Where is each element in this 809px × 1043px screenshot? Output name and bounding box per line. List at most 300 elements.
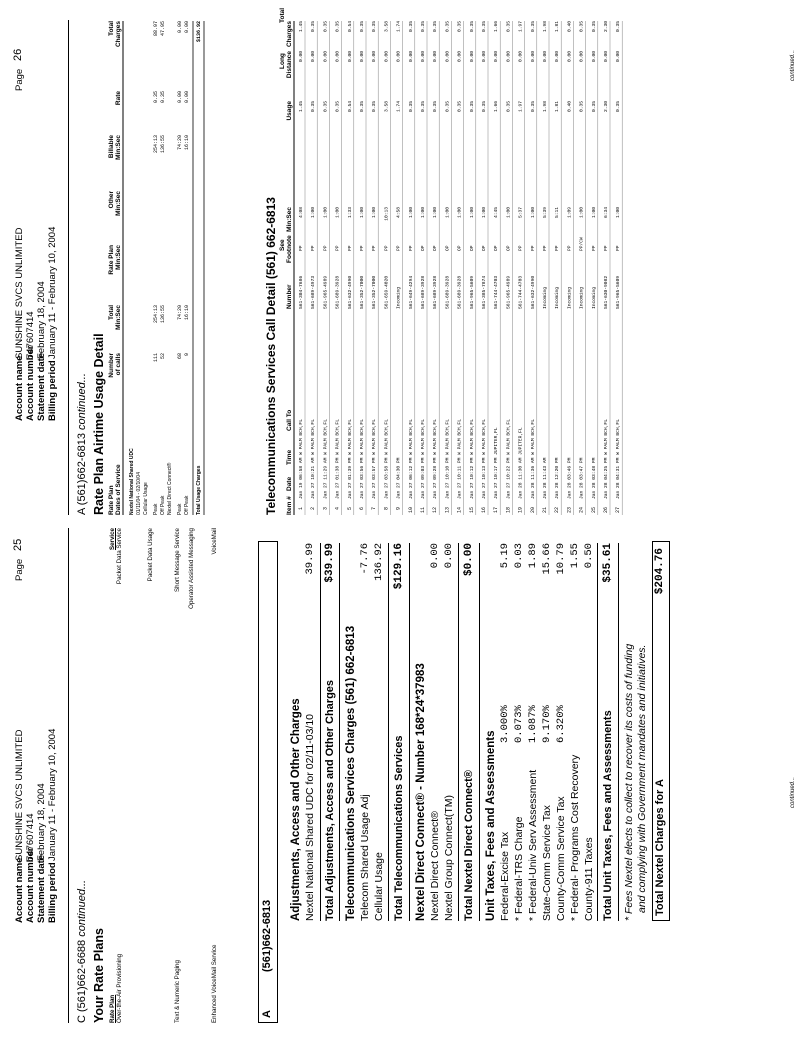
call-number: Incoming: [567, 286, 573, 309]
call-usage: 1.97: [518, 101, 524, 113]
call-footnote: PP: [567, 245, 573, 251]
call-total-charges: 0.40: [567, 21, 573, 33]
rate-plans-title: Your Rate Plans: [92, 928, 106, 1023]
call-long-distance: 0.00: [469, 51, 475, 63]
call-number: 561-352-7000: [372, 275, 378, 309]
call-item-number: 21: [542, 507, 548, 514]
airtime-row-label: Off Peak: [184, 495, 190, 515]
call-total-charges: 0.35: [445, 21, 451, 33]
airtime-title: Rate Plan Airtime Usage Detail: [92, 333, 106, 515]
airtime-calls: 9: [184, 353, 190, 357]
call-when-where: Jan 27 11:29 AM W PALM BCH,FL: [323, 419, 329, 499]
call-number: 561-965-4989: [506, 275, 512, 309]
grand-total-box: [652, 541, 670, 921]
account-number-label: Account number: [25, 345, 36, 421]
call-item-number: 13: [444, 507, 451, 514]
call-minsec: 4:58: [396, 207, 402, 219]
call-usage: 0.35: [421, 101, 426, 113]
airtime-row-label: 01/11/04 - 02/10/04: [136, 472, 142, 515]
line-item-label: Nextel Group Connect(TM): [443, 794, 455, 921]
call-when-where: Jan 27 04:30 PM: [396, 457, 402, 499]
airtime-col-header: Min:Sec: [115, 305, 122, 330]
airtime-charges: 47.95: [160, 21, 166, 37]
call-item-number: 14: [456, 507, 463, 514]
line-item-rate: 3.000%: [499, 705, 511, 743]
airtime-charges: 0.00: [184, 21, 190, 34]
call-long-distance: 0.00: [482, 51, 487, 63]
call-long-distance: 0.00: [567, 51, 573, 63]
airtime-rate: 0.00: [184, 91, 190, 104]
call-usage: 0.35: [311, 101, 317, 113]
airtime-total-label: Total Usage Charges: [196, 465, 202, 515]
fees-note-2: and complying with Government mandates and initiatives.: [636, 644, 648, 913]
call-minsec: 1:00: [372, 207, 378, 219]
airtime-charges: 88.97: [153, 21, 159, 37]
adjustments-title: Adjustments, Access and Other Charges: [290, 698, 302, 921]
call-total-charges: 0.35: [421, 21, 426, 33]
statement-date: February 18, 2004: [36, 281, 47, 359]
direct-connect-title: Nextel Direct Connect® - Number 168*24*37983: [415, 663, 427, 921]
airtime-col-header: Number: [108, 353, 115, 378]
call-total-charges: 1.97: [518, 21, 524, 33]
airtime-col-header: Charges: [115, 21, 122, 48]
line-item-rate: 1.087%: [527, 705, 539, 743]
call-long-distance: 0.00: [543, 51, 548, 63]
call-when-where: Jan 27 01:39 PM W PALM BCH,FL: [347, 419, 353, 499]
call-when-where: Jan 27 10:13 PM W PALM BCH,FL: [482, 419, 487, 499]
call-when-where: Jan 28 04:25 PM W PALM BCH,FL: [604, 419, 609, 499]
call-footnote: PP: [518, 245, 524, 251]
call-number: 561-744-4703: [518, 275, 524, 309]
call-when-where: Jan 28 03:46 PM: [567, 457, 573, 499]
call-usage: 1.66: [494, 101, 500, 113]
call-minsec: 4:08: [299, 207, 304, 219]
call-when-where: Jan 27 03:57 PM W PALM BCH,FL: [372, 419, 378, 499]
rate-plan-service: Packet Data Usage: [147, 528, 154, 582]
call-item-number: 8: [383, 507, 390, 511]
call-minsec: 1:00: [530, 207, 536, 219]
telecom-title: Telecommunications Services Charges (561) 662-6813: [345, 625, 357, 921]
call-total-charges: 0.35: [469, 21, 475, 33]
call-footnote: PP: [372, 245, 378, 251]
call-long-distance: 0.00: [591, 51, 597, 63]
line-item-amount: 15.66: [541, 543, 553, 575]
airtime-billable-minsec: 16:10: [184, 135, 190, 151]
call-minsec: 1:33: [347, 207, 353, 219]
airtime-total-minsec: 136:55: [160, 305, 166, 324]
call-total-charges: 0.35: [433, 21, 439, 33]
rate-plan-service: Short Message Service: [174, 528, 181, 592]
call-minsec: 5:39: [543, 207, 548, 219]
call-long-distance: 0.00: [530, 51, 536, 63]
call-usage: 3.58: [384, 101, 390, 113]
call-number: Incoming: [579, 286, 585, 309]
service-col-header: Service: [109, 528, 116, 551]
direct-connect-total: $0.00: [463, 543, 475, 577]
call-item-number: 23: [566, 507, 573, 514]
airtime-total-minsec: 16:10: [184, 305, 190, 321]
call-when-where: Jan 27 10:12 PM W PALM BCH,FL: [469, 419, 475, 499]
call-usage: 0.40: [567, 101, 573, 113]
call-number: 561-965-5609: [616, 275, 622, 309]
grand-total: $204.76: [654, 548, 666, 595]
call-item-number: 3: [322, 507, 329, 511]
call-long-distance: 0.00: [384, 51, 390, 63]
billing-period: January 11 - February 10, 2004: [47, 226, 58, 359]
call-minsec: 1:00: [311, 207, 317, 219]
call-minsec: 5:37: [518, 207, 524, 219]
airtime-col-header: Min:Sec: [115, 191, 122, 216]
call-item-number: 11: [420, 507, 426, 514]
call-minsec: 1:00: [579, 207, 585, 219]
airtime-rate: 0.35: [160, 91, 166, 104]
call-number: 561-352-7000: [360, 275, 365, 309]
call-number: 561-304-7686: [299, 275, 304, 309]
fees-note-1: * Fees Nextel elects to collect to recover its costs of funding: [623, 643, 635, 921]
call-number: 561-630-9082: [604, 275, 609, 309]
line-item-amount: 0.03: [513, 543, 525, 569]
call-footnote: PP: [555, 245, 561, 251]
account-name: SUNSHINE SVCS UNLIMITED: [14, 729, 25, 861]
call-footnote: PP/CW: [579, 237, 585, 251]
line-item-label: * Federal-TRS Charge: [513, 816, 525, 921]
call-item-number: 10: [407, 507, 414, 514]
call-number: Incoming: [555, 286, 561, 309]
call-col-header: Item #: [286, 496, 293, 515]
call-usage: 0.35: [408, 101, 414, 113]
airtime-calls: 111: [153, 353, 159, 363]
line-item-amount: 1.55: [569, 543, 581, 569]
call-footnote: PP: [360, 245, 365, 251]
call-minsec: 1:00: [482, 207, 487, 219]
airtime-col-header: of calls: [115, 353, 122, 376]
call-footnote: PP: [299, 245, 304, 251]
call-long-distance: 0.00: [408, 51, 414, 63]
line-item-amount: 5.19: [499, 543, 511, 569]
call-footnote: OP: [482, 245, 487, 251]
call-usage: 0.35: [482, 101, 487, 113]
rate-plan-name: Text & Numeric Paging: [174, 960, 181, 1023]
call-total-charges: 0.54: [347, 21, 353, 33]
call-minsec: 10:13: [384, 207, 390, 221]
airtime-col-header: Total: [108, 305, 115, 321]
airtime-rate: 0.35: [153, 91, 159, 104]
line-item-label: State-Comm Service Tax: [541, 805, 553, 921]
call-item-number: 18: [505, 507, 512, 514]
statement-page-26: [0, 0, 809, 521]
line-item-rate: 6.320%: [555, 705, 567, 743]
airtime-row-label: Off Peak: [160, 495, 166, 515]
call-usage: 0.35: [372, 101, 378, 113]
call-usage: 1.74: [396, 101, 402, 113]
line-item-label: County-911 Taxes: [583, 837, 595, 921]
call-usage: 0.35: [445, 101, 451, 113]
airtime-col-header: Dates of Service: [115, 464, 122, 515]
call-total-charges: 0.35: [616, 21, 622, 33]
call-number: Incoming: [591, 286, 597, 309]
call-footnote: OP: [445, 245, 451, 251]
telecom-total-label: Total Telecommunications Services: [393, 735, 405, 921]
rate-plan-col-header: Rate Plan: [109, 994, 116, 1023]
statement-date: February 18, 2004: [36, 783, 47, 861]
billing-period: January 11 - February 10, 2004: [47, 728, 58, 861]
direct-connect-total-label: Total Nextel Direct Connect®: [463, 770, 475, 921]
box-letter: A: [261, 1010, 273, 1018]
call-long-distance: 0.00: [372, 51, 378, 63]
call-minsec: 1:00: [408, 207, 414, 219]
call-detail-title: Telecommunications Services Call Detail (561) 662-6813: [264, 197, 278, 515]
call-item-number: 2: [310, 507, 317, 511]
continued-note: continued...: [790, 776, 796, 808]
call-long-distance: 0.00: [494, 51, 500, 63]
call-footnote: PP: [616, 245, 622, 251]
call-long-distance: 0.00: [335, 51, 341, 63]
call-long-distance: 0.00: [457, 51, 463, 63]
page-label: Page: [14, 68, 25, 91]
call-total-charges: 1.74: [396, 21, 402, 33]
call-col-header: Usage: [286, 101, 293, 121]
call-minsec: 1:00: [323, 207, 329, 219]
call-number: 561-689-3928: [335, 275, 341, 309]
taxes-title: Unit Taxes, Fees and Assessments: [485, 730, 497, 921]
rate-plan-service: VoiceMail: [211, 528, 218, 555]
call-number: 561-659-4020: [384, 275, 390, 309]
call-footnote: PP: [335, 245, 341, 251]
call-number: 561-689-4973: [311, 275, 317, 309]
line-item-label: Nextel Direct Connect®: [429, 811, 441, 921]
airtime-col-header: Rate: [115, 91, 122, 106]
airtime-col-header: Min:Sec: [115, 245, 122, 270]
line-item-rate: 0.073%: [513, 705, 525, 743]
continued-note: continued...: [790, 49, 796, 81]
adjustments-line-amount: 39.99: [304, 543, 316, 575]
line-item-label: * Federal-Univ Serv Assessment: [527, 769, 539, 921]
call-footnote: OP: [506, 245, 512, 251]
call-long-distance: 0.00: [555, 51, 561, 63]
rate-plan-service: Operator Assisted Messaging: [188, 528, 195, 609]
call-item-number: 22: [554, 507, 561, 514]
call-total-charges: 0.35: [457, 21, 463, 33]
airtime-row-label: Cellular Usage: [143, 482, 149, 515]
call-when-where: Jan 27 03:56 PM W PALM BCH,FL: [360, 419, 365, 499]
call-when-where: Jan 27 06:12 PM W PALM BCH,FL: [408, 419, 414, 499]
call-long-distance: 0.00: [579, 51, 585, 63]
call-minsec: 1:00: [433, 207, 439, 219]
airtime-col-header: Other: [108, 191, 115, 209]
call-long-distance: 0.00: [360, 51, 365, 63]
line-item-amount: 1.89: [527, 543, 539, 569]
call-usage: 1.98: [543, 101, 548, 113]
call-usage: 0.35: [457, 101, 463, 113]
call-minsec: 1:00: [445, 207, 451, 219]
call-total-charges: 0.35: [506, 21, 512, 33]
call-number: 561-744-4703: [494, 275, 500, 309]
call-footnote: PP: [396, 245, 402, 251]
line-item-label: Telecom Shared Usage Adj: [359, 794, 371, 921]
box-phone: (561)662-6813: [261, 899, 273, 972]
call-footnote: PP: [347, 245, 353, 251]
call-footnote: OP: [433, 245, 439, 251]
call-when-where: Jan 27 09:28 PM W PALM BCH,FL: [433, 419, 439, 499]
airtime-total: $136.92: [196, 21, 202, 43]
call-total-charges: 0.35: [335, 21, 341, 33]
statement-date-label: Statement date: [36, 352, 47, 421]
call-long-distance: 0.00: [299, 51, 304, 63]
call-usage: 0.54: [347, 101, 353, 113]
line-item-rate: 9.170%: [541, 705, 553, 743]
call-col-header: Date: [286, 476, 293, 491]
call-item-number: 20: [529, 507, 536, 514]
line-item-label: Federal-Excise Tax: [499, 831, 511, 921]
airtime-col-header: Rate Plan: [108, 485, 115, 515]
call-total-charges: 1.66: [494, 21, 500, 33]
rate-plan-name: Over-the-Air Provisioning: [116, 953, 123, 1023]
airtime-row-label: Peak: [177, 503, 183, 515]
section-line: A (561)662-6813 continued...: [76, 373, 88, 515]
call-number: 561-649-4294: [408, 275, 414, 309]
call-when-where: Jan 27 03:58 PM W PALM BCH,FL: [384, 419, 390, 499]
page-number: 26: [12, 48, 24, 61]
call-footnote: PP: [543, 245, 548, 251]
adjustments-line: Nextel National Shared UDC for 02/11-03/10: [304, 713, 316, 921]
call-number: 561-689-3928: [433, 275, 439, 309]
line-item-amount: 136.92: [373, 543, 385, 581]
call-col-header: Long: [279, 53, 286, 69]
call-when-where: Jan 28 03:47 PM: [579, 457, 585, 499]
call-number: 561-632-4990: [530, 275, 536, 309]
call-item-number: 27: [615, 507, 622, 514]
call-long-distance: 0.00: [604, 51, 609, 63]
call-col-header: Number: [286, 284, 293, 309]
call-number: Incoming: [543, 286, 548, 309]
call-usage: 0.35: [591, 101, 597, 113]
call-when-where: Jan 19 06:58 AM W PALM BCH,FL: [299, 419, 304, 499]
call-col-header: Footnote: [286, 235, 293, 263]
account-number: 747607414: [25, 813, 36, 861]
line-item-amount: 0.00: [429, 543, 441, 569]
call-minsec: 1:09: [567, 207, 573, 219]
call-usage: 0.35: [360, 101, 365, 113]
call-long-distance: 0.00: [311, 51, 317, 63]
call-number: 561-689-3928: [445, 275, 451, 309]
call-total-charges: 0.35: [591, 21, 597, 33]
airtime-col-header: Rate Plan: [108, 245, 115, 275]
call-footnote: PP: [604, 245, 609, 251]
call-long-distance: 0.00: [347, 51, 353, 63]
call-usage: 0.35: [616, 101, 622, 113]
call-footnote: PP: [323, 245, 329, 251]
call-total-charges: 0.35: [530, 21, 536, 33]
call-total-charges: 1.81: [555, 21, 561, 33]
call-minsec: 5:11: [555, 207, 561, 219]
call-item-number: 26: [603, 507, 609, 514]
call-usage: 0.35: [323, 101, 329, 113]
airtime-col-header: Min:Sec: [115, 135, 122, 160]
call-footnote: PP: [384, 245, 390, 251]
call-when-where: Jan 28 11:43 AM: [543, 457, 548, 499]
statement-date-label: Statement date: [36, 854, 47, 923]
airtime-billable-minsec: 254:13: [153, 135, 159, 154]
call-when-where: Jan 27 10:17 PM JUPITER,FL: [494, 427, 500, 499]
adjustments-total: $39.99: [324, 543, 336, 583]
call-item-number: 9: [395, 507, 402, 511]
call-total-charges: 0.35: [360, 21, 365, 33]
call-long-distance: 0.00: [518, 51, 524, 63]
call-detail-table: [278, 1, 788, 521]
call-item-number: 15: [468, 507, 475, 514]
call-item-number: 5: [346, 507, 353, 511]
call-when-where: Jan 27 10:21 AM W PALM BCH,FL: [311, 419, 317, 499]
adjustments-total-label: Total Adjustments, Access and Other Charges: [324, 679, 336, 921]
call-number: 561-385-7874: [482, 275, 487, 309]
call-long-distance: 0.00: [421, 51, 426, 63]
call-item-number: 12: [432, 507, 439, 514]
airtime-calls: 68: [177, 353, 183, 360]
call-col-header: Charges: [286, 21, 293, 48]
call-item-number: 7: [371, 507, 378, 511]
call-col-header: Time: [286, 449, 293, 465]
call-total-charges: 0.35: [311, 21, 317, 33]
airtime-rate: 0.00: [177, 91, 183, 104]
call-usage: 0.35: [433, 101, 439, 113]
line-item-label: Cellular Usage: [373, 852, 385, 921]
account-name-label: Account name: [14, 857, 25, 923]
call-footnote: PP: [591, 245, 597, 251]
call-total-charges: 0.35: [408, 21, 414, 33]
call-item-number: 25: [590, 507, 597, 514]
account-number: 747607414: [25, 311, 36, 359]
rate-plan-name: Enhanced VoiceMail Service: [211, 944, 218, 1023]
call-usage: 0.35: [530, 101, 536, 113]
call-long-distance: 0.00: [616, 51, 622, 63]
call-number: 561-965-4989: [323, 275, 329, 309]
line-item-amount: 10.79: [555, 543, 567, 575]
call-number: Incoming: [396, 286, 402, 309]
line-box: [258, 541, 278, 1023]
airtime-col-header: Total: [108, 21, 115, 37]
line-item-amount: 0.00: [443, 543, 455, 569]
call-number: 561-689-3928: [457, 275, 463, 309]
account-name: SUNSHINE SVCS UNLIMITED: [14, 227, 25, 359]
call-when-where: Jan 27 09:03 PM W PALM BCH,FL: [421, 419, 426, 499]
call-footnote: OP: [494, 245, 500, 251]
call-footnote: PP: [408, 245, 414, 251]
call-total-charges: 1.45: [299, 21, 304, 33]
call-total-charges: 3.58: [384, 21, 390, 33]
call-usage: 1.81: [555, 101, 561, 113]
call-total-charges: 0.35: [323, 21, 329, 33]
call-minsec: 1:00: [469, 207, 475, 219]
call-usage: 0.35: [469, 101, 475, 113]
call-number: 561-689-3928: [421, 275, 426, 309]
airtime-billable-minsec: 136:55: [160, 135, 166, 154]
airtime-billable-minsec: 74:20: [177, 135, 183, 151]
line-item-amount: 0.50: [583, 543, 595, 569]
call-number: 561-965-5609: [469, 275, 475, 309]
call-minsec: 6:34: [604, 207, 609, 219]
call-item-number: 19: [517, 507, 524, 514]
call-when-where: Jan 28 11:30 AM JUPITER,FL: [518, 427, 524, 499]
airtime-row-label: Peak: [153, 503, 159, 515]
call-footnote: OP: [457, 245, 463, 251]
call-minsec: 1:00: [591, 207, 597, 219]
call-col-header: Total: [279, 7, 286, 23]
call-long-distance: 0.00: [445, 51, 451, 63]
taxes-total: $35.61: [602, 543, 614, 583]
call-col-header: See: [279, 239, 286, 251]
call-item-number: 24: [578, 507, 585, 514]
call-usage: 2.30: [604, 101, 609, 113]
